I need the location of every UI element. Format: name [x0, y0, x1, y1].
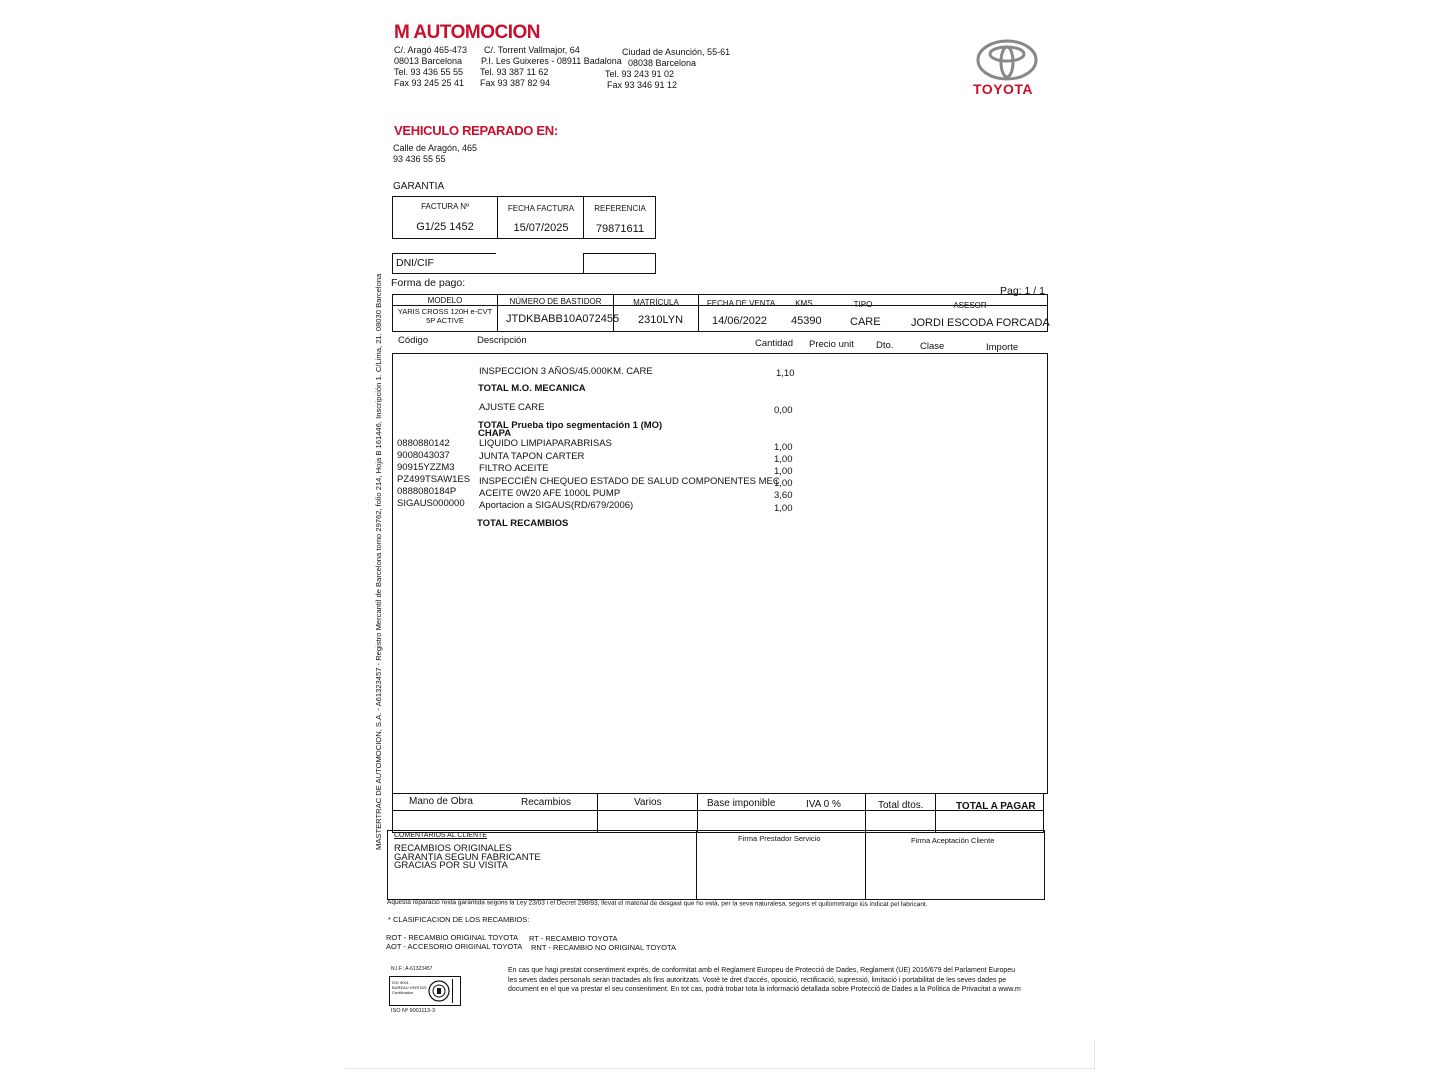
- vehicle-kms: 45390: [791, 315, 822, 327]
- invoice-number: G1/25 1452: [416, 221, 474, 233]
- classification-item: ROT - RECAMBIO ORIGINAL TOYOTA: [386, 933, 519, 942]
- line-desc: LIQUIDO LIMPIAPARABRISAS: [479, 438, 612, 449]
- lines-header-amount: Importe: [986, 342, 1019, 353]
- line-code: 90915YZZM3: [397, 462, 455, 473]
- line-code: SIGAUS000000: [397, 498, 465, 509]
- repair-street: Calle de Aragón, 465: [393, 143, 478, 153]
- lines-header-code: Código: [398, 335, 429, 346]
- line-code: 0888080184P: [397, 486, 457, 497]
- certification-badge: [389, 976, 461, 1006]
- address-city: 08038 Barcelona: [628, 58, 697, 68]
- privacy-line: les seves dades personals seran tractades als fins autoritzats. Vostè te dret d'accés, oposició, rectificació, supressió, limitació i portabilitat de les seves dades pe: [508, 976, 1007, 984]
- classification-item: AOT - ACCESORIO ORIGINAL TOYOTA: [386, 942, 523, 951]
- line-qty: 3,60: [774, 490, 793, 501]
- sign-provider-label: Firma Prestador Servicio: [738, 834, 821, 843]
- privacy-line: document en el que va prestar el seu consentiment. En tot cas, podrà trobar tota la informació detallada sobre Protecció de Dades a la Política de Privacitat a www.m: [508, 986, 1021, 993]
- line-desc: AJUSTE CARE: [479, 402, 545, 413]
- address-tel: Tel. 93 243 91 02: [605, 69, 675, 79]
- lines-header-unit-price: Precio unit: [809, 339, 854, 350]
- warranty-note: Aquesta reparació resta garantida segons la Ley 23/03 i el Decret 298/93, llevat el material de desgast que ho està, per la seva naturalesa, segons el quilometratge iús indicat pel fabricant.: [386, 898, 928, 909]
- address-tel: Tel. 93 387 11 62: [480, 67, 549, 77]
- vehicle-sale-date: 14/06/2022: [712, 315, 768, 327]
- invoice-reference-header: REFERENCIA: [594, 204, 646, 213]
- invoice-reference: 79871611: [595, 223, 645, 235]
- classification-item: RT - RECAMBIO TOYOTA: [529, 934, 618, 943]
- line-desc: ACEITE 0W20 AFE 1000L PUMP: [479, 488, 621, 499]
- registry-vertical-text: MASTERTRAC DE AUTOMOCION, S.A. - A61323457 - Registro Mercantil de Barcelona tomo 29762, folio 214, Hoja B 161446, Inscripción 1. C/Lima, 21. 08030 Barcelona: [374, 273, 383, 850]
- repair-phone: 93 436 55 55: [393, 154, 446, 164]
- vehicle-advisor: JORDI ESCODA FORCADA: [911, 317, 1050, 329]
- vehicle-vin: JTDKBABB10A072455: [506, 313, 620, 325]
- line-qty: 0,00: [774, 405, 793, 416]
- payment-label: Forma de pago:: [391, 277, 466, 289]
- privacy-line: En cas que hagi prestat consentiment exprés, de conformitat amb el Reglament Europeu de Protecció de Dades, Reglament (UE) 2016/679 del Parlament Europeu: [508, 967, 1016, 974]
- iso-number: ISO Nº 9001113-3: [391, 1008, 435, 1014]
- vehicle-header-sale-date: FECHA DE VENTA: [706, 299, 776, 308]
- company-name: M AUTOMOCION: [394, 22, 540, 43]
- bureau-veritas-seal-icon: [428, 979, 450, 1008]
- line-code: 9008043037: [397, 450, 450, 461]
- line-qty: 1,10: [776, 368, 795, 379]
- classification-col-1: [386, 933, 522, 951]
- vehicle-header-advisor: ASESOR: [953, 301, 987, 310]
- address-block-3: [605, 47, 730, 91]
- privacy-notice: [508, 966, 1021, 995]
- address-street: Ciudad de Asunción, 55-61: [622, 47, 731, 57]
- line-total-desc: TOTAL M.O. MECANICA: [478, 383, 586, 394]
- address-fax: Fax 93 346 91 12: [607, 80, 678, 90]
- totals-header-base: Base imponible: [707, 798, 776, 809]
- vehicle-type: CARE: [850, 316, 881, 328]
- line-code: PZ499TSAW1ES: [397, 474, 471, 485]
- line-qty: 1,00: [774, 503, 793, 514]
- vehicle-header-type: TIPO: [853, 300, 873, 309]
- line-section-desc: CHAPA: [478, 428, 512, 439]
- line-total-desc: TOTAL Prueba tipo segmentación 1 (MO): [478, 420, 663, 431]
- line-desc: FILTRO ACEITE: [479, 463, 549, 474]
- classification-col-2: [529, 934, 676, 952]
- line-desc: INSPECCION 3 AÑOS/45.000KM. CARE: [479, 366, 653, 377]
- invoice-date: 15/07/2025: [513, 222, 569, 234]
- sign-client-label: Firma Aceptación Cliente: [911, 836, 995, 845]
- vehicle-header-kms: KMS.: [795, 299, 815, 308]
- totals-header-misc: Varios: [634, 797, 662, 808]
- lines-header-description: Descripción: [477, 335, 527, 346]
- repair-address: [393, 143, 477, 165]
- invoice-number-header: FACTURA Nº: [421, 202, 469, 211]
- line-desc: JUNTA TAPON CARTER: [479, 451, 585, 462]
- address-street: C/. Torrent Vallmajor, 64: [484, 45, 580, 55]
- brand-name: TOYOTA: [973, 81, 1034, 97]
- comment-line: GARANTIA SEGUN FABRICANTE: [394, 851, 541, 863]
- comment-line: RECAMBIOS ORIGINALES: [394, 843, 512, 854]
- scan-edge: [345, 1068, 1095, 1069]
- vehicle-model: YARIS CROSS 120H e-CVT 5P ACTIVE: [397, 307, 493, 325]
- address-fax: Fax 93 387 82 94: [480, 78, 551, 88]
- address-tel: Tel. 93 436 55 55: [394, 67, 464, 77]
- totals-header-discounts: Total dtos.: [878, 800, 924, 811]
- address-city: 08013 Barcelona: [394, 56, 463, 66]
- address-block-2: [480, 45, 622, 89]
- vehicle-header-vin: NÚMERO DE BASTIDOR: [509, 297, 602, 306]
- totals-header-total: TOTAL A PAGAR: [956, 801, 1036, 812]
- line-qty: 1,00: [774, 466, 793, 477]
- comments-heading: COMENTARIOS AL CLIENTE: [394, 832, 487, 839]
- page-number: Pag: 1 / 1: [1000, 285, 1045, 297]
- address-fax: Fax 93 245 25 41: [394, 78, 465, 88]
- line-code: 0880880142: [397, 438, 450, 449]
- scan-edge: [1094, 1040, 1095, 1070]
- comment-line: GRACIAS POR SU VISITA: [394, 860, 508, 871]
- lines-header-discount: Dto.: [876, 340, 894, 351]
- toyota-logo-icon: [975, 38, 1039, 82]
- invoice-date-header: FECHA FACTURA: [507, 204, 575, 213]
- line-desc: Aportacion a SIGAUS(RD/679/2006): [479, 500, 634, 511]
- vehicle-header-model: MODELO: [427, 296, 463, 305]
- nif-text: N.I.F.: A-61323457: [391, 966, 433, 972]
- lines-header-class: Clase: [920, 341, 945, 352]
- line-qty: 1,00: [774, 442, 793, 453]
- lines-header-qty: Cantidad: [755, 338, 794, 349]
- totals-header-parts: Recambios: [521, 797, 572, 808]
- line-qty: 1,00: [774, 478, 793, 489]
- invoice-type: GARANTIA: [393, 181, 445, 192]
- classification-title: * CLASIFICACION DE LOS RECAMBIOS:: [388, 915, 530, 924]
- vehicle-header-plate: MATRÍCULA: [633, 298, 679, 307]
- address-street: C/. Aragó 465-473: [394, 45, 468, 55]
- totals-header-labour: Mano de Obra: [409, 796, 473, 807]
- repair-heading: VEHICULO REPARADO EN:: [394, 123, 558, 138]
- line-qty: 1,00: [774, 454, 793, 465]
- line-total-desc: TOTAL RECAMBIOS: [477, 518, 569, 529]
- classification-item: RNT - RECAMBIO NO ORIGINAL TOYOTA: [531, 943, 677, 952]
- dni-label: DNI/CIF: [396, 257, 434, 269]
- address-block-1: [394, 45, 467, 89]
- totals-header-vat: IVA 0 %: [806, 799, 841, 810]
- comments-lines: [394, 845, 541, 871]
- line-desc: INSPECCIÉN CHEQUEO ESTADO DE SALUD COMPONENTES MEC: [479, 476, 780, 487]
- vehicle-plate: 2310LYN: [638, 314, 684, 326]
- cert-text: ISO 9001 BUREAU VERITAS Certification: [392, 980, 427, 995]
- address-city: P.I. Les Guixeres - 08911 Badalona: [481, 56, 622, 66]
